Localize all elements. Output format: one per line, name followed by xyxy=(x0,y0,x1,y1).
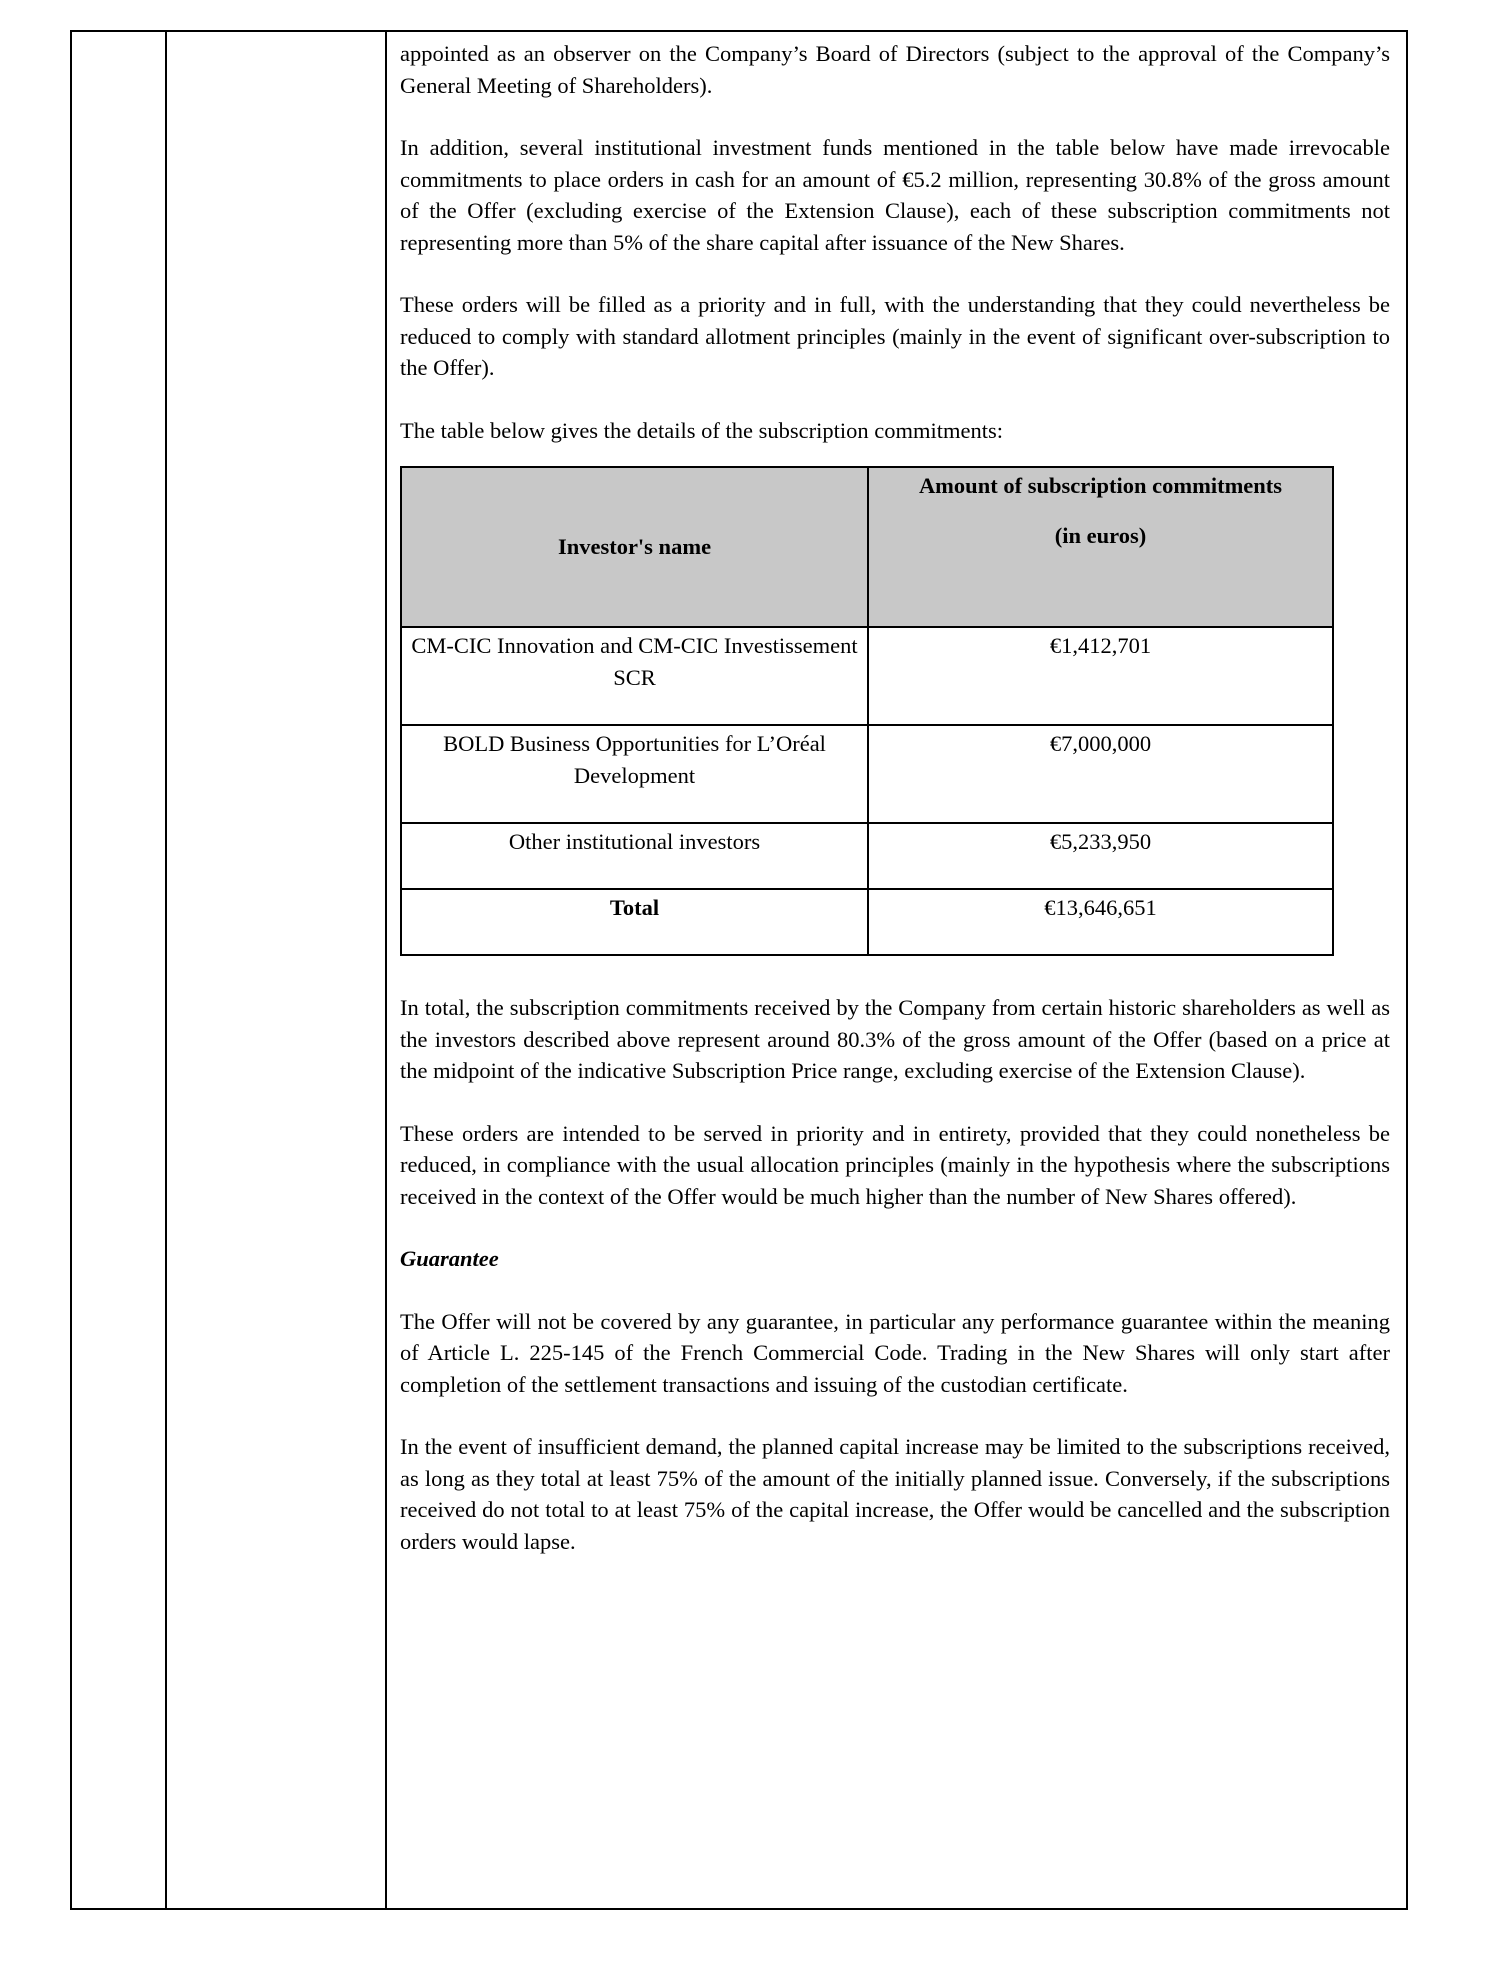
column-divider-1 xyxy=(165,32,167,1908)
paragraph-observer: appointed as an observer on the Company’s Board of Directors (subject to the approval of the Company’s General Meeting of Shareholders). xyxy=(400,41,1390,98)
investor-name-cell: CM-CIC Innovation and CM-CIC Investissement SCR xyxy=(401,627,868,725)
table-total-row xyxy=(401,889,1333,955)
table-row xyxy=(401,823,1333,889)
table-row xyxy=(401,725,1333,823)
paragraph-served-priority: These orders are intended to be served in priority and in entirety, provided that they could nonetheless be reduced, in compliance with the usual allocation principles (mainly in the hypothesis where the subscriptions received in the context of the Offer would be much higher than the number of New Shares offered). xyxy=(400,1120,1390,1209)
table-row xyxy=(401,627,1333,725)
investor-name-cell: Other institutional investors xyxy=(401,823,868,889)
main-content xyxy=(400,38,1390,1588)
section-heading-guarantee: Guarantee xyxy=(400,1246,499,1271)
paragraph-priority-orders: These orders will be filled as a priority and in full, with the understanding that they could nevertheless be reduced to comply with standard allotment principles (mainly in the event of significant over-subscription to the Offer). xyxy=(400,292,1390,380)
subscription-commitments-table xyxy=(400,466,1334,956)
paragraph-no-guarantee: The Offer will not be covered by any guarantee, in particular any performance guarantee within the meaning of Article L. 225-145 of the French Commercial Code. Trading in the New Shares will only start after completion of the settlement transactions and issuing of the custodian certificate. xyxy=(400,1308,1390,1397)
paragraph-insufficient-demand: In the event of insufficient demand, the planned capital increase may be limited to the subscriptions received, as long as they total at least 75% of the amount of the initially planned issue. Conversely, if the subscriptions received do not total to at least 75% of the capital increase, the Offer would be cancelled and the subscription orders would lapse. xyxy=(400,1434,1390,1554)
paragraph-table-intro: The table below gives the details of the subscription commitments: xyxy=(400,417,1003,443)
investor-name-cell: BOLD Business Opportunities for L’Oréal Development xyxy=(401,725,868,823)
paragraph-total-commitments: In total, the subscription commitments received by the Company from certain historic shareholders as well as the investors described above represent around 80.3% of the gross amount of the Offer (based on a price at the midpoint of the indicative Subscription Price range, excluding exercise of the Extension Clause). xyxy=(400,995,1390,1083)
table-header-row xyxy=(401,467,1333,627)
paragraph-institutional-funds: In addition, several institutional investment funds mentioned in the table below have made irrevocable commitments to place orders in cash for an amount of €5.2 million, representing 30.8% of the gross amount of the Offer (excluding exercise of the Extension Clause), each of these subscription commitments not representing more than 5% of the share capital after issuance of the New Shares. xyxy=(400,135,1390,255)
header-investor-name: Investor's name xyxy=(401,467,868,627)
column-divider-2 xyxy=(385,32,387,1908)
amount-cell: €5,233,950 xyxy=(868,823,1333,889)
total-label-cell: Total xyxy=(401,889,868,955)
total-amount-cell: €13,646,651 xyxy=(868,889,1333,955)
header-amount-label: Amount of subscription commitments xyxy=(918,473,1283,498)
header-amount-unit: (in euros) xyxy=(1054,522,1147,548)
amount-cell: €1,412,701 xyxy=(868,627,1333,725)
amount-cell: €7,000,000 xyxy=(868,725,1333,823)
header-amount xyxy=(868,467,1333,627)
